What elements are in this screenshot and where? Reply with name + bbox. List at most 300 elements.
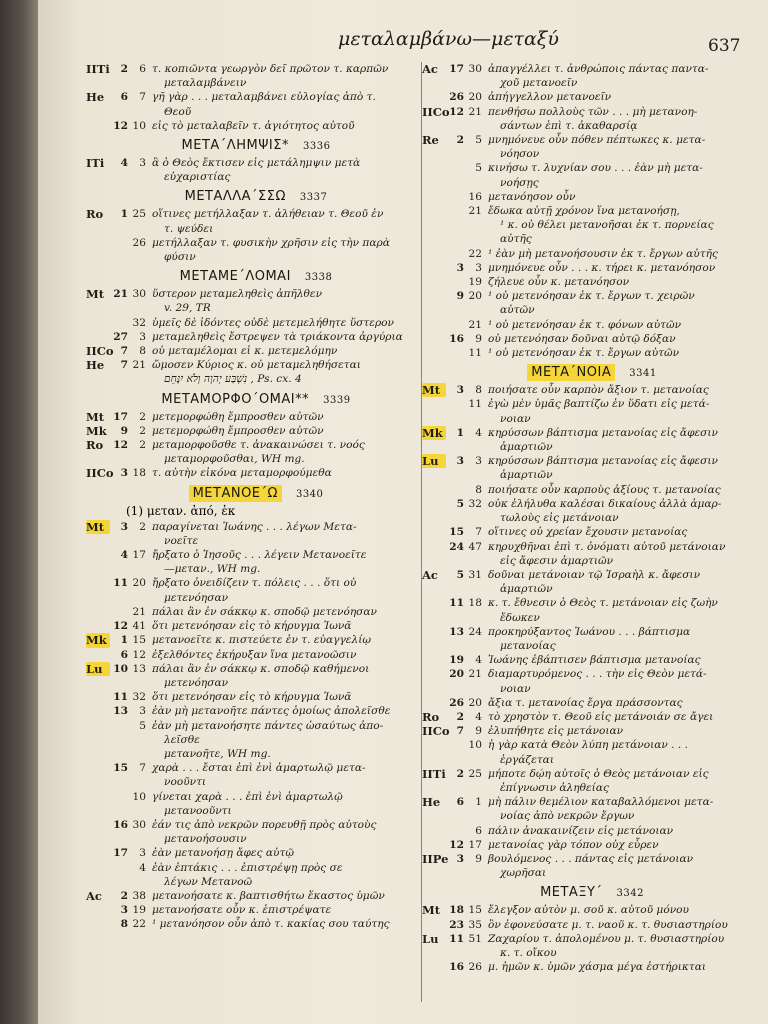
entry-text: χαρὰ . . . ἔσται ἐπὶ ἑνὶ ἁμαρτωλῷ μετα-	[152, 762, 366, 775]
chapter-number: 1	[456, 426, 464, 439]
entry-continuation: αὐτῶν	[500, 304, 535, 317]
subheading: (1) μεταν. ἀπό, ἐκ	[126, 503, 236, 518]
entry-text: ὃν ἐφονεύσατε μ. τ. ναοῦ κ. τ. θυσιαστηρίου	[488, 918, 728, 931]
book-abbr: Re	[422, 133, 439, 148]
entry-continuation: ἁμαρτιῶν	[500, 583, 553, 596]
entry-text: ¹ οὐ μετενόησαν ἐκ τ. ἔργων αὐτῶν	[488, 347, 680, 360]
verse-number: 19	[468, 276, 482, 289]
verse-number: 32	[468, 497, 482, 510]
entry-text: βουλόμενος . . . πάντας εἰς μετάνοιαν	[488, 852, 694, 865]
concordance-line	[86, 704, 426, 718]
concordance-line	[86, 633, 426, 647]
entry-continuation: εὐχαριστίας	[164, 171, 231, 184]
chapter-number: 16	[449, 332, 464, 345]
verse-number: 9	[475, 332, 482, 345]
entry-heading	[86, 486, 426, 501]
entry-text: μεταμεληθεὶς ἔστρεψεν τὰ τριάκοντα ἀργύρια	[152, 330, 403, 343]
concordance-line	[86, 330, 426, 344]
chapter-number: 17	[449, 63, 464, 75]
entry-text: οὐκ ἐλήλυθα καλέσαι δικαίους ἀλλὰ ἁμαρ-	[488, 497, 722, 510]
book-abbr: Ro	[86, 207, 104, 222]
entry-text: ὑμεῖς δὲ ἰδόντες οὐδὲ μετεμελήθητε ὕστερον	[152, 316, 394, 329]
concordance-line	[86, 410, 426, 424]
concordance-line	[86, 438, 426, 452]
concordance-line	[86, 903, 426, 917]
entry-text: ¹ ἐὰν μὴ μετανοήσουσιν ἐκ τ. ἔργων αὐτῆς	[488, 247, 718, 260]
concordance-line	[422, 483, 762, 497]
entry-text: οὐ μετενόησαν δοῦναι αὐτῷ δόξαν	[488, 332, 676, 345]
chapter-number: 12	[449, 838, 464, 851]
chapter-number: 12	[449, 105, 464, 118]
entry-continuation: νόησον	[500, 148, 540, 161]
entry-text: μὴ πάλιν θεμέλιον καταβαλλόμενοι μετα-	[488, 796, 714, 809]
entry-text: δοῦναι μετάνοιαν τῷ Ἰσραὴλ κ. ἄφεσιν	[488, 568, 701, 581]
verse-number: 30	[132, 288, 146, 301]
entry-text: ποιήσατε οὖν καρποὺς ἀξίους τ. μετανοίας	[488, 483, 721, 496]
entry-text: πάλαι ἂν ἐν σάκκῳ κ. σποδῷ μετενόησαν	[152, 605, 377, 618]
book-abbr: Lu	[86, 662, 110, 676]
concordance-line	[86, 207, 426, 221]
verse-number: 20	[468, 696, 482, 709]
verse-number: 2	[139, 520, 146, 533]
concordance-line	[422, 932, 762, 946]
chapter-number: 4	[120, 157, 128, 170]
verse-number: 32	[132, 316, 146, 329]
verse-number: 30	[468, 63, 482, 75]
chapter-number: 9	[120, 424, 128, 437]
concordance-line	[422, 838, 762, 852]
heading-word: ΜΕΤΑΜΟΡΦΟ΄ΟΜΑΙ**	[161, 391, 310, 407]
entry-text: οἵτινες οὐ χρείαν ἔχουσιν μετανοίας	[488, 526, 688, 539]
chapter-number: 18	[449, 904, 464, 917]
entry-continuation: αὐτῆς	[500, 233, 532, 246]
entry-text: παραγίνεται Ἰωάνης . . . λέγων Μετα-	[152, 520, 357, 533]
verse-number: 7	[139, 91, 146, 104]
page-number: 637	[708, 36, 741, 56]
chapter-number: 9	[456, 290, 464, 303]
entry-heading	[86, 392, 426, 407]
entry-continuation: נִשְׁבַּע יְהוָה וְלֹא יִנָּחֵם , Ps. cx. 4	[164, 373, 302, 386]
entry-heading	[422, 885, 762, 900]
entry-text: μετανοήσατε κ. βαπτισθήτω ἕκαστος ὑμῶν	[152, 889, 385, 902]
entry-continuation: μετενόησαν	[164, 591, 229, 604]
entry-continuation: τ. ψεύδει	[164, 222, 214, 235]
entry-text: μετεμορφώθη ἔμπροσθεν αὐτῶν	[152, 424, 324, 437]
entry-text: γίνεται χαρὰ . . . ἐπὶ ἑνὶ ἁμαρτωλῷ	[152, 790, 343, 803]
chapter-number: 20	[449, 668, 464, 681]
verse-number: 21	[468, 105, 482, 118]
concordance-line	[422, 454, 762, 468]
verse-number: 21	[468, 318, 482, 331]
verse-number: 8	[475, 384, 482, 397]
book-abbr: IICo	[422, 724, 450, 739]
concordance-line	[422, 497, 762, 511]
entry-text: μ. ἡμῶν κ. ὑμῶν χάσμα μέγα ἐστήρικται	[488, 961, 707, 974]
book-abbr: IICo	[422, 104, 450, 119]
chapter-number: 26	[449, 91, 464, 104]
verse-number: 11	[468, 347, 482, 360]
chapter-number: 6	[456, 796, 464, 809]
chapter-number: 12	[113, 620, 128, 633]
book-abbr: Ro	[86, 438, 104, 453]
chapter-number: 7	[120, 359, 128, 372]
chapter-number: 6	[120, 91, 128, 104]
concordance-line	[86, 790, 426, 804]
concordance-line	[422, 261, 762, 275]
concordance-line	[422, 190, 762, 204]
entry-text: προκηρύξαντος Ἰωάνου . . . βάπτισμα	[488, 625, 691, 638]
chapter-number: 12	[113, 119, 128, 132]
concordance-line	[422, 90, 762, 104]
concordance-line	[86, 889, 426, 903]
entry-text: ἐάν τις ἀπὸ νεκρῶν πορευθῇ πρὸς αὐτοὺς	[152, 818, 377, 831]
entry-continuation: μετανοήσουσιν	[164, 833, 247, 846]
chapter-number: 1	[120, 634, 128, 647]
verse-number: 18	[132, 467, 146, 480]
book-abbr: Mk	[422, 426, 446, 440]
concordance-line	[86, 818, 426, 832]
entry-text: οἵτινες μετήλλαξαν τ. ἀλήθειαν τ. Θεοῦ ἐν	[152, 208, 384, 221]
verse-number: 51	[468, 932, 482, 945]
verse-number: 11	[468, 398, 482, 411]
verse-number: 21	[468, 668, 482, 681]
verse-number: 3	[475, 455, 482, 468]
verse-number: 47	[468, 540, 482, 553]
chapter-number: 6	[120, 648, 128, 661]
entry-text: ἤρξατο ὁ Ἰησοῦς . . . λέγειν Μετανοεῖτε	[152, 549, 367, 562]
heading-word: ΜΕΤΑΝΟΕ΄Ω	[189, 485, 282, 502]
concordance-line	[86, 344, 426, 358]
chapter-number: 3	[456, 384, 464, 397]
concordance-line	[422, 318, 762, 332]
book-abbr: He	[422, 795, 441, 810]
verse-number: 25	[132, 208, 146, 221]
entry-text: κηρυχθῆναι ἐπὶ τ. ὀνόματι αὐτοῦ μετάνοιαν	[488, 540, 726, 553]
book-abbr: IICo	[86, 466, 114, 481]
verse-number: 3	[139, 330, 146, 343]
chapter-number: 11	[449, 932, 464, 945]
verse-number: 6	[139, 63, 146, 75]
verse-number: 3	[475, 261, 482, 274]
concordance-line	[422, 903, 762, 917]
chapter-number: 4	[120, 549, 128, 562]
concordance-line	[86, 156, 426, 170]
concordance-line	[86, 761, 426, 775]
entry-continuation: μετενόησαν	[164, 676, 229, 689]
chapter-number: 11	[113, 577, 128, 590]
verse-number: 10	[132, 119, 146, 132]
entry-text: ¹ οὐ μετενόησαν ἐκ τ. ἔργων τ. χειρῶν	[488, 290, 695, 303]
chapter-number: 26	[449, 696, 464, 709]
verse-number: 21	[468, 205, 482, 218]
verse-number: 10	[132, 790, 146, 803]
concordance-line	[422, 767, 762, 781]
book-abbr: Ac	[422, 567, 438, 582]
entry-text: ἐλυπήθητε εἰς μετάνοιαν	[488, 725, 624, 738]
heading-word: ΜΕΤΑ΄ΝΟΙΑ	[527, 364, 615, 381]
entry-continuation: ἔδωκεν	[500, 611, 540, 624]
entry-continuation: μετανοίας	[500, 639, 556, 652]
concordance-line	[86, 62, 426, 76]
entry-continuation: νοοῦντι	[164, 776, 207, 789]
chapter-number: 24	[449, 540, 464, 553]
concordance-line	[422, 960, 762, 974]
concordance-line	[422, 667, 762, 681]
entry-continuation: λέγων Μετανοῶ	[164, 875, 253, 888]
concordance-line	[422, 795, 762, 809]
book-abbr: Mk	[86, 633, 110, 647]
verse-number: 9	[475, 852, 482, 865]
entry-continuation: νοεῖτε	[164, 534, 199, 547]
entry-text: οὐ μεταμέλομαι εἰ κ. μετεμελόμην	[152, 345, 338, 358]
concordance-line	[86, 90, 426, 104]
entry-text: ἐὰν μετανοήσῃ ἄφες αὐτῷ	[152, 847, 294, 860]
verse-number: 16	[468, 190, 482, 203]
concordance-line	[86, 846, 426, 860]
verse-number: 2	[139, 424, 146, 437]
chapter-number: 15	[449, 526, 464, 539]
concordance-line	[86, 917, 426, 931]
concordance-line	[422, 540, 762, 554]
entry-continuation: ἁμαρτιῶν	[500, 441, 553, 454]
concordance-line	[86, 466, 426, 480]
verse-number: 20	[468, 91, 482, 104]
entry-heading	[86, 138, 426, 153]
entry-text: διαμαρτυρόμενος . . . τὴν εἰς Θεὸν μετά-	[488, 668, 707, 681]
chapter-number: 3	[456, 261, 464, 274]
verse-number: 17	[132, 549, 146, 562]
entry-text: ἀπαγγέλλει τ. ἀνθρώποις πάντας παντα-	[488, 63, 709, 75]
chapter-number: 5	[456, 568, 464, 581]
verse-number: 26	[132, 236, 146, 249]
verse-number: 10	[468, 739, 482, 752]
verse-number: 12	[132, 648, 146, 661]
concordance-page	[38, 0, 768, 1024]
strong-number: 3339	[323, 394, 351, 406]
entry-text: ¹ μετανόησον οὖν ἀπὸ τ. κακίας σου ταύτης	[152, 918, 390, 931]
verse-number: 8	[139, 345, 146, 358]
verse-number: 4	[475, 654, 482, 667]
concordance-line	[422, 525, 762, 539]
chapter-number: 2	[120, 63, 128, 75]
entry-text: εἰς τὸ μεταλαβεῖν τ. ἁγιότητος αὐτοῦ	[152, 119, 355, 132]
chapter-number: 3	[456, 455, 464, 468]
verse-number: 24	[468, 625, 482, 638]
book-abbr: IIPe	[422, 851, 449, 866]
entry-text: ἐγὼ μὲν ὑμᾶς βαπτίζω ἐν ὕδατι εἰς μετά-	[488, 398, 710, 411]
concordance-line	[422, 918, 762, 932]
concordance-line	[422, 852, 762, 866]
entry-text: ὅτι μετενόησαν εἰς τὸ κήρυγμα Ἰωνᾶ	[152, 620, 352, 633]
verse-number: 4	[475, 710, 482, 723]
concordance-line	[86, 316, 426, 330]
verse-number: 4	[475, 426, 482, 439]
book-abbr: Mk	[86, 423, 107, 438]
verse-number: 2	[139, 439, 146, 452]
entry-continuation: νοήσῃς	[500, 176, 539, 189]
entry-text: ἤρξατο ὀνειδίζειν τ. πόλεις . . . ὅτι οὐ	[152, 577, 357, 590]
chapter-number: 3	[120, 467, 128, 480]
entry-text: κινήσω τ. λυχνίαν σου . . . ἐὰν μὴ μετα-	[488, 162, 703, 175]
entry-text: ¹ οὐ μετενόησαν ἐκ τ. φόνων αὐτῶν	[488, 318, 682, 331]
entry-continuation: τωλοὺς εἰς μετάνοιαν	[500, 512, 619, 525]
concordance-line	[86, 861, 426, 875]
entry-text: ὅτι μετενόησαν εἰς τὸ κήρυγμα Ἰωνᾶ	[152, 691, 352, 704]
chapter-number: 2	[456, 134, 464, 147]
verse-number: 22	[132, 918, 146, 931]
entry-text: πενθήσω πολλοὺς τῶν . . . μὴ μετανοη-	[488, 105, 698, 118]
entry-continuation: λεῖσθε	[164, 733, 200, 746]
concordance-line	[422, 397, 762, 411]
chapter-number: 16	[449, 961, 464, 974]
verse-number: 7	[139, 762, 146, 775]
entry-continuation: μεταμορφοῦσθαι, WH mg.	[164, 453, 305, 466]
concordance-line	[422, 710, 762, 724]
entry-continuation: χωρῆσαι	[500, 867, 547, 880]
entry-continuation: Θεοῦ	[164, 105, 192, 118]
concordance-line	[422, 824, 762, 838]
chapter-number: 11	[449, 597, 464, 610]
verse-number: 5	[475, 162, 482, 175]
entry-continuation: v. 29, TR	[164, 302, 211, 315]
entry-text: ἔλεγξον αὐτὸν μ. σοῦ κ. αὐτοῦ μόνου	[488, 904, 689, 917]
chapter-number: 27	[113, 330, 128, 343]
concordance-line	[86, 605, 426, 619]
chapter-number: 13	[449, 625, 464, 638]
chapter-number: 2	[120, 889, 128, 902]
entry-text: πάλιν ἀνακαινίζειν εἰς μετάνοιαν	[488, 824, 674, 837]
book-abbr: Lu	[422, 931, 439, 946]
verse-number: 20	[132, 577, 146, 590]
concordance-line	[422, 625, 762, 639]
book-abbr: ITi	[86, 156, 105, 171]
concordance-line	[86, 236, 426, 250]
verse-number: 19	[132, 904, 146, 917]
concordance-line	[422, 133, 762, 147]
heading-word: ΜΕΤΑΜΕ΄ΛΟΜΑΙ	[179, 269, 291, 285]
chapter-number: 10	[113, 662, 128, 675]
verse-number: 13	[132, 662, 146, 675]
chapter-number: 17	[113, 847, 128, 860]
concordance-line	[422, 724, 762, 738]
entry-heading	[86, 189, 426, 204]
entry-text: μεταμορφοῦσθε τ. ἀνακαινώσει τ. νοός	[152, 439, 365, 452]
entry-continuation: χοῦ μετανοεῖν	[500, 77, 578, 90]
verse-number: 1	[475, 796, 482, 809]
concordance-line	[422, 426, 762, 440]
verse-number: 3	[139, 157, 146, 170]
book-abbr: Ro	[422, 709, 440, 724]
verse-number: 21	[132, 605, 146, 618]
right-column	[422, 62, 762, 974]
entry-continuation: ¹ κ. οὐ θέλει μετανοῆσαι ἐκ τ. πορνείας	[500, 219, 714, 232]
entry-text: Ζαχαρίου τ. ἀπολομένου μ. τ. θυσιαστηρίου	[488, 932, 725, 945]
entry-text: μετανοήσατε οὖν κ. ἐπιστρέψατε	[152, 904, 332, 917]
entry-text: γῆ γὰρ . . . μεταλαμβάνει εὐλογίας ἀπὸ τ.	[152, 91, 376, 104]
concordance-line	[422, 596, 762, 610]
concordance-line	[86, 358, 426, 372]
entry-continuation: —μεταν., WH mg.	[164, 563, 261, 576]
entry-text: κηρύσσων βάπτισμα μετανοίας εἰς ἄφεσιν	[488, 455, 718, 468]
concordance-line	[422, 275, 762, 289]
verse-number: 15	[132, 634, 146, 647]
verse-number: 30	[132, 818, 146, 831]
concordance-line	[86, 119, 426, 133]
verse-number: 41	[132, 620, 146, 633]
entry-text: ἀπήγγελλον μετανοεῖν	[488, 91, 612, 104]
chapter-number: 13	[113, 705, 128, 718]
chapter-number: 17	[113, 410, 128, 423]
strong-number: 3340	[295, 488, 324, 500]
book-abbr: IITi	[86, 62, 110, 76]
entry-text: ὕστερον μεταμεληθεὶς ἀπῆλθεν	[152, 288, 323, 301]
entry-text: μετεμορφώθη ἔμπροσθεν αὐτῶν	[152, 410, 324, 423]
book-abbr: He	[86, 90, 105, 105]
chapter-number: 12	[113, 439, 128, 452]
book-abbr: Mt	[422, 903, 441, 918]
strong-number: 3337	[299, 192, 328, 204]
verse-number: 20	[468, 290, 482, 303]
entry-text: μήποτε δῴη αὐτοῖς ὁ Θεὸς μετάνοιαν εἰς	[488, 767, 709, 780]
entry-text: ποιήσατε οὖν καρπὸν ἄξιον τ. μετανοίας	[488, 384, 709, 397]
verse-number: 25	[468, 767, 482, 780]
chapter-number: 3	[120, 520, 128, 533]
concordance-line	[86, 662, 426, 676]
concordance-line	[86, 548, 426, 562]
entry-continuation: ἐργάζεται	[500, 753, 554, 766]
entry-text: ἡ γὰρ κατὰ Θεὸν λύπη μετάνοιαν . . .	[488, 739, 689, 752]
concordance-line	[86, 520, 426, 534]
chapter-number: 16	[113, 818, 128, 831]
concordance-line	[422, 383, 762, 397]
concordance-line	[422, 204, 762, 218]
entry-text: μνημόνευε οὖν . . . κ. τήρει κ. μετανόησον	[488, 261, 716, 274]
book-abbr: Mt	[86, 409, 105, 424]
verse-number: 9	[475, 725, 482, 738]
entry-continuation: μετανοῆτε, WH mg.	[164, 747, 271, 760]
verse-number: 22	[468, 247, 482, 260]
entry-text: μετανόησον οὖν	[488, 190, 576, 203]
strong-number: 3336	[302, 141, 331, 153]
entry-text: κηρύσσων βάπτισμα μετανοίας εἰς ἄφεσιν	[488, 426, 718, 439]
entry-text: μετήλλαξαν τ. φυσικὴν χρῆσιν εἰς τὴν παρὰ	[152, 236, 390, 249]
verse-number: 6	[475, 824, 482, 837]
verse-number: 2	[139, 410, 146, 423]
entry-continuation: σάντων ἐπὶ τ. ἀκαθαρσίᾳ	[500, 119, 638, 132]
verse-number: 5	[475, 134, 482, 147]
entry-heading	[422, 365, 762, 380]
entry-text: τὸ χρηστὸν τ. Θεοῦ εἰς μετάνοιάν σε ἄγει	[488, 710, 714, 723]
entry-continuation: κ. τ. οἴκου	[500, 946, 557, 959]
chapter-number: 21	[113, 288, 128, 301]
chapter-number: 11	[113, 691, 128, 704]
entry-text: μετανοεῖτε κ. πιστεύετε ἐν τ. εὐαγγελίῳ	[152, 634, 371, 647]
verse-number: 21	[132, 359, 146, 372]
concordance-line	[422, 62, 762, 76]
entry-text: ἔδωκα αὐτῇ χρόνον ἵνα μετανοήσῃ,	[488, 205, 680, 218]
book-abbr: IICo	[86, 344, 114, 359]
concordance-line	[86, 424, 426, 438]
chapter-number: 1	[120, 208, 128, 221]
entry-text: τ. αὐτὴν εἰκόνα μεταμορφούμεθα	[152, 467, 332, 480]
verse-number: 3	[139, 847, 146, 860]
concordance-line	[86, 619, 426, 633]
entry-continuation: μετανοοῦντι	[164, 804, 232, 817]
concordance-line	[422, 332, 762, 346]
book-abbr: He	[86, 358, 105, 373]
concordance-line	[422, 653, 762, 667]
concordance-line	[422, 738, 762, 752]
